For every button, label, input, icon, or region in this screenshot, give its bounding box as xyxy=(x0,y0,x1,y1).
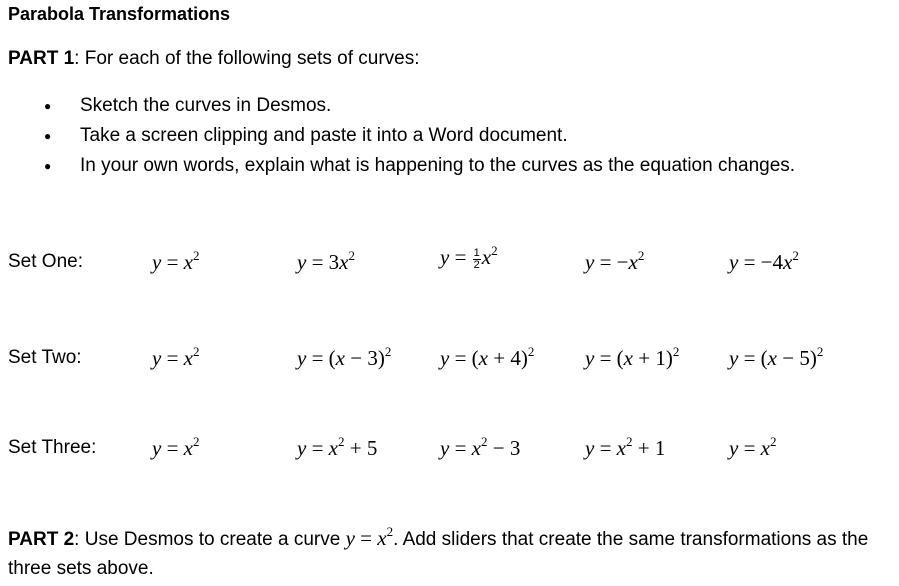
set-one-eq-3: y = $\frac{1}{2}$ $x^2$ xyxy=(440,243,498,271)
set-one-label: Set One: xyxy=(8,251,83,272)
set-one-eq-5: $y = -4x^2$ xyxy=(729,248,799,274)
set-two-eq-5: $y = (x - 5)^2$ xyxy=(729,344,824,370)
part2-text-after: . Add sliders that create the same transformations as the three sets above. xyxy=(8,529,869,579)
set-three-eq-5: $y = x^2$ xyxy=(729,434,777,460)
part2-label: PART 2 xyxy=(8,529,75,550)
part1-heading xyxy=(8,48,420,70)
part2-paragraph xyxy=(8,524,893,583)
page-title: Parabola Transformations xyxy=(8,4,231,24)
set-one-eq-1: $y = x^2$ xyxy=(152,248,200,274)
set-two-label: Set Two: xyxy=(8,347,82,368)
set-three-eq-2: $y = x^2 + 5$ xyxy=(297,434,378,460)
set-two-eq-2: $y = (x - 3)^2$ xyxy=(297,344,392,370)
set-one-eq-2: $y = 3x^2$ xyxy=(297,248,355,274)
set-two-eq-1: $y = x^2$ xyxy=(152,344,200,370)
set-three-eq-4: $y = x^2 + 1$ xyxy=(585,434,666,460)
bullet-icon: ● xyxy=(44,129,52,143)
bullet-item-3: In your own words, explain what is happening to the curves as the equation changes. xyxy=(80,155,796,176)
part2-text-before: : Use Desmos to create a curve xyxy=(74,529,346,550)
set-two-eq-3: $y = (x + 4)^2$ xyxy=(440,344,535,370)
bullet-icon: ● xyxy=(44,99,52,113)
bullet-item-2: Take a screen clipping and paste it into a Word document. xyxy=(80,125,568,146)
bullet-item-1: Sketch the curves in Desmos. xyxy=(80,95,332,116)
set-one-eq-4: $y = -x^2$ xyxy=(585,248,645,274)
part1-label: PART 1 xyxy=(8,48,75,69)
set-three-label: Set Three: xyxy=(8,437,97,458)
set-three-eq-1: $y = x^2$ xyxy=(152,434,200,460)
part1-text: : For each of the following sets of curves: xyxy=(74,48,420,69)
set-two-eq-4: $y = (x + 1)^2$ xyxy=(585,344,680,370)
bullet-icon: ● xyxy=(44,159,52,173)
set-three-eq-3: $y = x^2 - 3$ xyxy=(440,434,521,460)
part2-equation: $y = x^2$ xyxy=(345,524,394,550)
